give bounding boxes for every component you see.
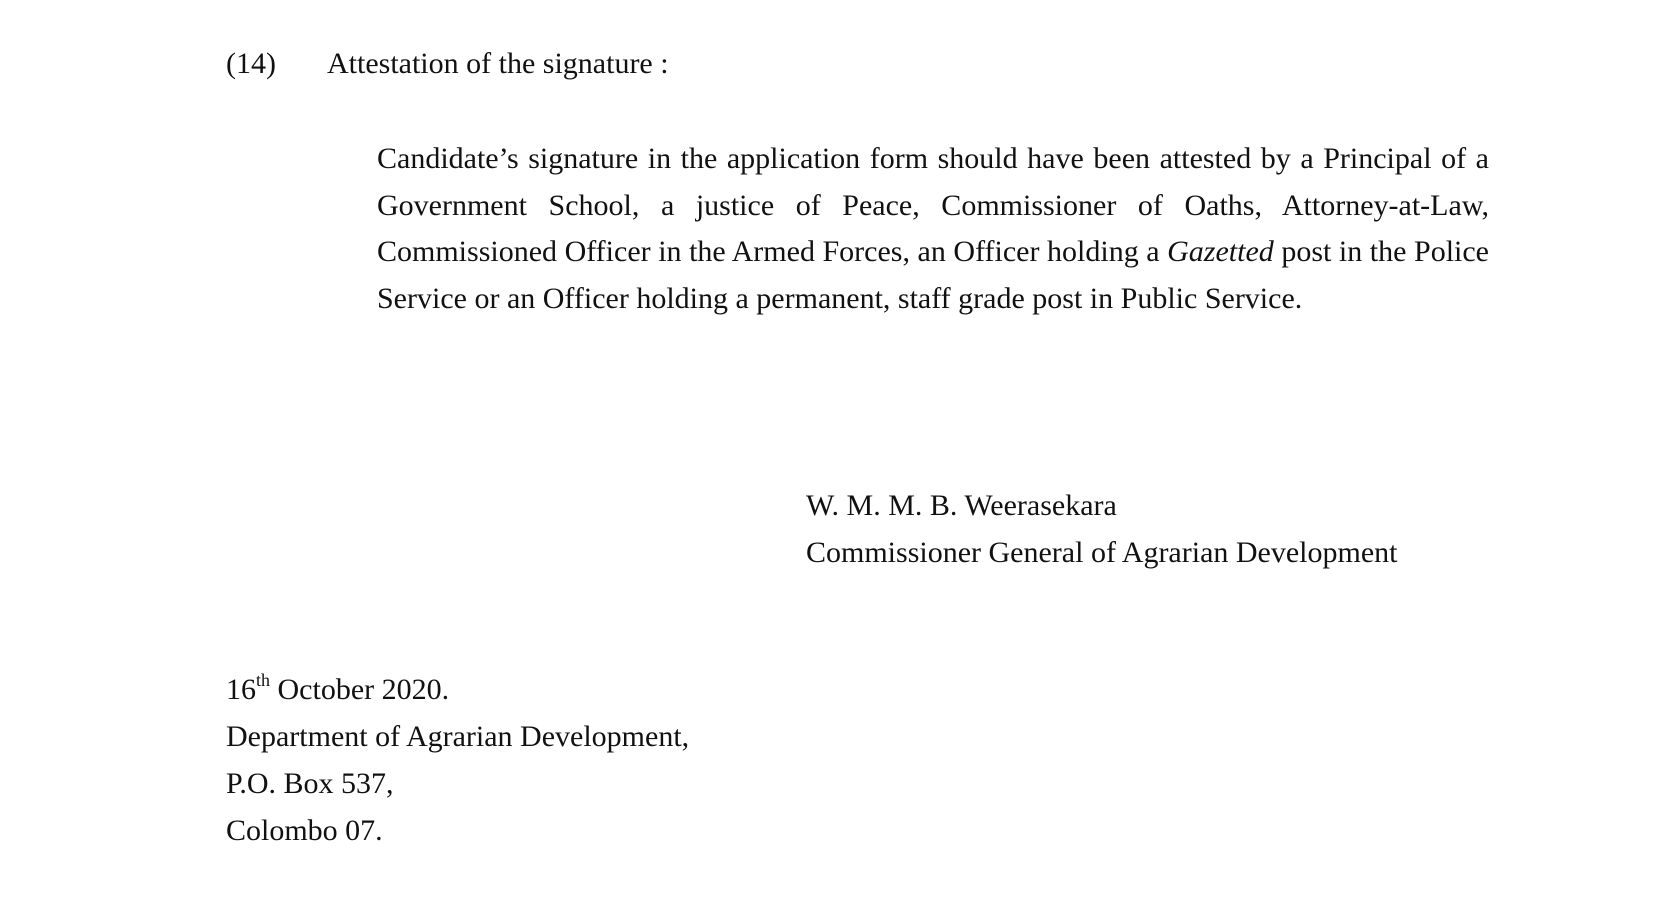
- date-day: 16: [226, 673, 256, 706]
- date-suffix: th: [256, 670, 271, 690]
- footer-block: [226, 666, 689, 854]
- section-title: Attestation of the signature :: [327, 47, 669, 80]
- section-number: (14): [226, 47, 276, 80]
- date-rest: October 2020.: [270, 673, 450, 706]
- signatory-title: Commissioner General of Agrarian Development: [806, 536, 1398, 569]
- department-name: Department of Agrarian Development,: [226, 720, 690, 753]
- section-heading: [226, 44, 669, 84]
- po-box: P.O. Box 537,: [226, 767, 394, 800]
- attestation-paragraph: [377, 136, 1489, 322]
- city: Colombo 07.: [226, 814, 383, 847]
- issue-date: [226, 666, 689, 713]
- signatory-name: W. M. M. B. Weerasekara: [806, 489, 1117, 522]
- paragraph-text-part1: Candidate’s signature in the application form should have been attested by a Principal of a Government School, a justice of Peace, Commissioner of Oaths, Attorney-at-Law, Commissioned Officer in the Armed Forces, an Officer holding a: [377, 142, 1489, 268]
- signatory-block: [806, 482, 1398, 576]
- paragraph-italic-term: Gazetted: [1167, 235, 1274, 268]
- paragraph-text-part2: post in the Police Service or an Officer holding a permanent, staff grade post in Public Service.: [377, 235, 1489, 315]
